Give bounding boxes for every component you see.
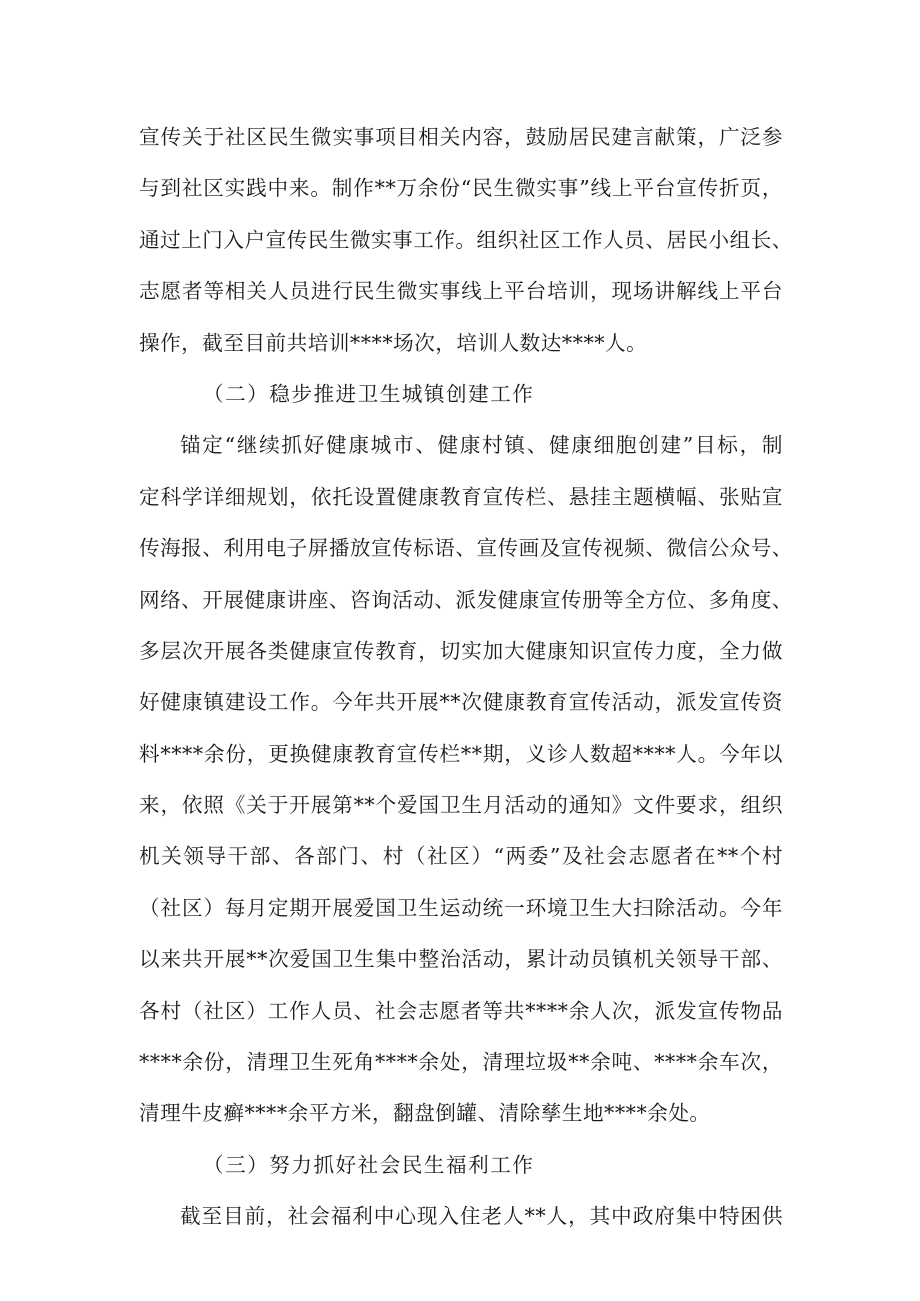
text-line: 通过上门入户宣传民生微实事工作。组织社区工作人员、居民小组长、 [139, 227, 793, 252]
text-line: 各村（社区）工作人员、社会志愿者等共****余人次，派发宣传物品 [139, 998, 783, 1023]
text-line: 与到社区实践中来。制作**万余份“民生微实事”线上平台宣传折页， [139, 176, 783, 201]
text-line: 清理牛皮癣****余平方米，翻盘倒罐、清除孳生地****余处。 [139, 1101, 711, 1126]
section-heading-2: （二）稳步推进卫生城镇创建工作 [203, 381, 535, 406]
text-line: 传海报、利用电子屏播放宣传标语、宣传画及宣传视频、微信公众号、 [139, 536, 793, 561]
text-line: 志愿者等相关人员进行民生微实事线上平台培训，现场讲解线上平台 [139, 279, 783, 304]
text-line: 锚定“继续抓好健康城市、健康村镇、健康细胞创建”目标，制 [180, 433, 783, 458]
text-line: 操作，截至目前共培训****场次，培训人数达****人。 [139, 330, 648, 355]
document-page [139, 112, 793, 1243]
section-heading-3: （三）努力抓好社会民生福利工作 [203, 1152, 535, 1177]
text-line: 以来共开展**次爱国卫生集中整治活动，累计动员镇机关领导干部、 [139, 947, 783, 972]
text-line: 料****余份，更换健康教育宣传栏**期，义诊人数超****人。今年以 [139, 741, 783, 766]
text-line: 截至目前，社会福利中心现入住老人**人，其中政府集中特困供 [180, 1204, 783, 1229]
paragraph-1 [139, 112, 793, 369]
text-line: 网络、开展健康讲座、咨询活动、派发健康宣传册等全方位、多角度、 [139, 587, 793, 612]
text-line: 好健康镇建设工作。今年共开展**次健康教育宣传活动，派发宣传资 [139, 690, 783, 715]
paragraph-3 [139, 1191, 783, 1242]
text-line: 宣传关于社区民生微实事项目相关内容，鼓励居民建言献策，广泛参 [139, 125, 783, 149]
text-line: 定科学详细规划，依托设置健康教育宣传栏、悬挂主题横幅、张贴宣 [139, 484, 783, 509]
text-line: 来，依照《关于开展第**个爱国卫生月活动的通知》文件要求，组织 [139, 793, 783, 818]
text-line: 多层次开展各类健康宣传教育，切实加大健康知识宣传力度，全力做 [139, 638, 783, 663]
paragraph-2 [139, 420, 793, 1139]
text-line: （社区）每月定期开展爱国卫生运动统一环境卫生大扫除活动。今年 [139, 895, 783, 920]
text-line: ****余份，清理卫生死角****余处，清理垃圾**余吨、****余车次， [139, 1050, 783, 1075]
text-line: 机关领导干部、各部门、村（社区）“两委”及社会志愿者在**个村 [139, 844, 783, 869]
